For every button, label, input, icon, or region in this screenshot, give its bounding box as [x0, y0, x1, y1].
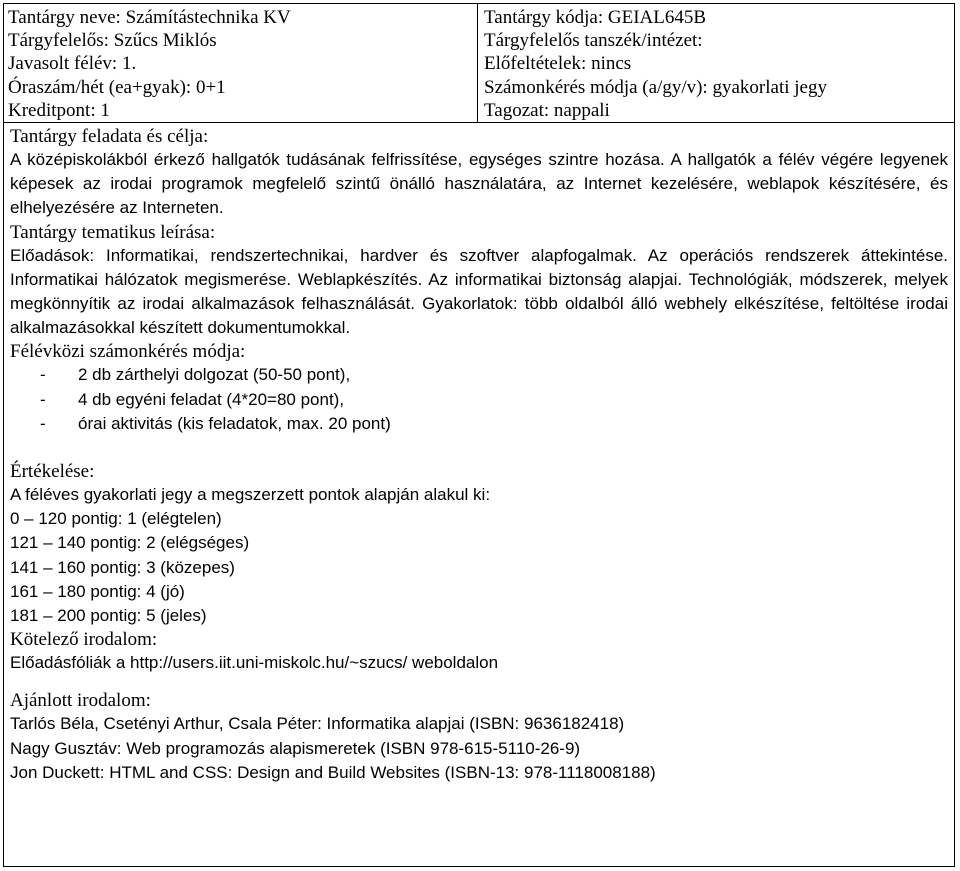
field-label: Tantárgy neve:	[8, 7, 121, 28]
field-label: Kreditpont:	[8, 99, 96, 121]
grade-row: 181 – 200 pontig: 5 (jeles)	[10, 605, 207, 625]
field-value: GEIAL645B	[603, 7, 707, 28]
header-right-column	[477, 4, 955, 122]
required-literature-text: Előadásfóliák a http://users.iit.uni-miskolc.hu/~szucs/ weboldalon	[10, 653, 499, 673]
grading-intro: A féléves gyakorlati jegy a megszerzett pontok alapján alakul ki:	[10, 484, 491, 504]
field-value: Számítástechnika KV	[120, 7, 291, 28]
literature-item: Tarlós Béla, Csetényi Arthur, Csala Péter: Informatika alapjai (ISBN: 9636182418)	[10, 714, 625, 734]
grade-row: 121 – 140 pontig: 2 (elégséges)	[10, 533, 250, 553]
section-heading-grading: Értékelése:	[10, 460, 95, 482]
list-item-text: órai aktivitás (kis feladatok, max. 20 pont)	[78, 413, 391, 433]
list-item-text: 4 db egyéni feladat (4*20=80 pont),	[78, 389, 345, 409]
field-label: Javasolt félév:	[8, 53, 118, 75]
literature-item: Jon Duckett: HTML and CSS: Design and Build Websites (ISBN-13: 978-1118008188)	[10, 762, 656, 782]
grade-row: 141 – 160 pontig: 3 (közepes)	[10, 557, 235, 577]
list-item-text: 2 db zárthelyi dolgozat (50-50 pont),	[78, 365, 351, 385]
field-label: Tagozat:	[484, 99, 550, 121]
grade-row: 161 – 180 pontig: 4 (jó)	[10, 581, 185, 601]
header-row-course-name	[8, 6, 477, 29]
literature-item: Nagy Gusztáv: Web programozás alapismeretek (ISBN 978-615-5110-26-9)	[10, 738, 581, 758]
list-item: - órai aktivitás (kis feladatok, max. 20 pont)	[40, 413, 391, 433]
header-row-responsible	[8, 29, 477, 52]
header-row-exam-type	[484, 76, 955, 99]
field-label: Előfeltételek:	[484, 53, 587, 75]
course-sheet	[3, 3, 955, 867]
course-body	[4, 123, 954, 785]
field-label: Tantárgy kódja:	[484, 7, 604, 28]
field-label: Tárgyfelelős tanszék/intézet:	[484, 30, 703, 52]
section-heading-goals: Tantárgy feladata és célja:	[10, 125, 209, 147]
field-value: 1	[95, 99, 110, 121]
header-row-credits	[8, 99, 477, 122]
section-heading-required-literature: Kötelező irodalom:	[10, 629, 158, 651]
field-value: nappali	[549, 99, 610, 121]
list-item: - 4 db egyéni feladat (4*20=80 pont),	[40, 389, 345, 409]
header-row-semester	[8, 52, 477, 75]
section-text-goals: A középiskolákból érkező hallgatók tudásának felfrissítése, egységes szintre hozása. A hallgatók a félév végére legyenek képesek az irodai programok megfelelő szintű önálló használatára, az Internet kezelésére, weblapok készítésére, és elhelyezésére az Interneten.	[10, 149, 948, 218]
field-value: 1.	[117, 53, 137, 75]
section-text-topics: Előadások: Informatikai, rendszertechnikai, hardver és szoftver alapfogalmak. Az operációs rendszerek áttekintése. Informatikai hálózatok megismerése. Weblapkészítés. Az informatikai biztonság alapjai. Technológiák, módszerek, melyek megkönnyítik az irodai alkalmazások felhasználását. Gyakorlatok: több oldalból álló webhely elkészítése, feltöltése irodai alkalmazásokkal készített dokumentumokkal.	[10, 245, 948, 338]
field-value: 0+1	[191, 76, 226, 98]
header-left-column	[4, 4, 477, 122]
field-label: Számonkérés módja (a/gy/v):	[484, 76, 708, 98]
header-row-hours	[8, 76, 477, 99]
section-heading-topics: Tantárgy tematikus leírása:	[10, 221, 216, 243]
field-value: gyakorlati jegy	[707, 76, 827, 98]
field-value: nincs	[586, 53, 632, 75]
header-row-division	[484, 99, 955, 122]
field-label: Tárgyfelelős:	[8, 30, 109, 52]
header-row-department	[484, 29, 955, 52]
list-item: - 2 db zárthelyi dolgozat (50-50 pont),	[40, 365, 351, 385]
field-value: Szűcs Miklós	[108, 30, 217, 52]
header-row-course-code	[484, 6, 955, 29]
header-row-prerequisites	[484, 52, 955, 75]
section-heading-assessment: Félévközi számonkérés módja:	[10, 341, 246, 363]
section-heading-recommended-literature: Ajánlott irodalom:	[10, 690, 151, 712]
field-label: Óraszám/hét (ea+gyak):	[8, 76, 192, 98]
grade-row: 0 – 120 pontig: 1 (elégtelen)	[10, 509, 222, 529]
course-header-table	[4, 4, 954, 123]
